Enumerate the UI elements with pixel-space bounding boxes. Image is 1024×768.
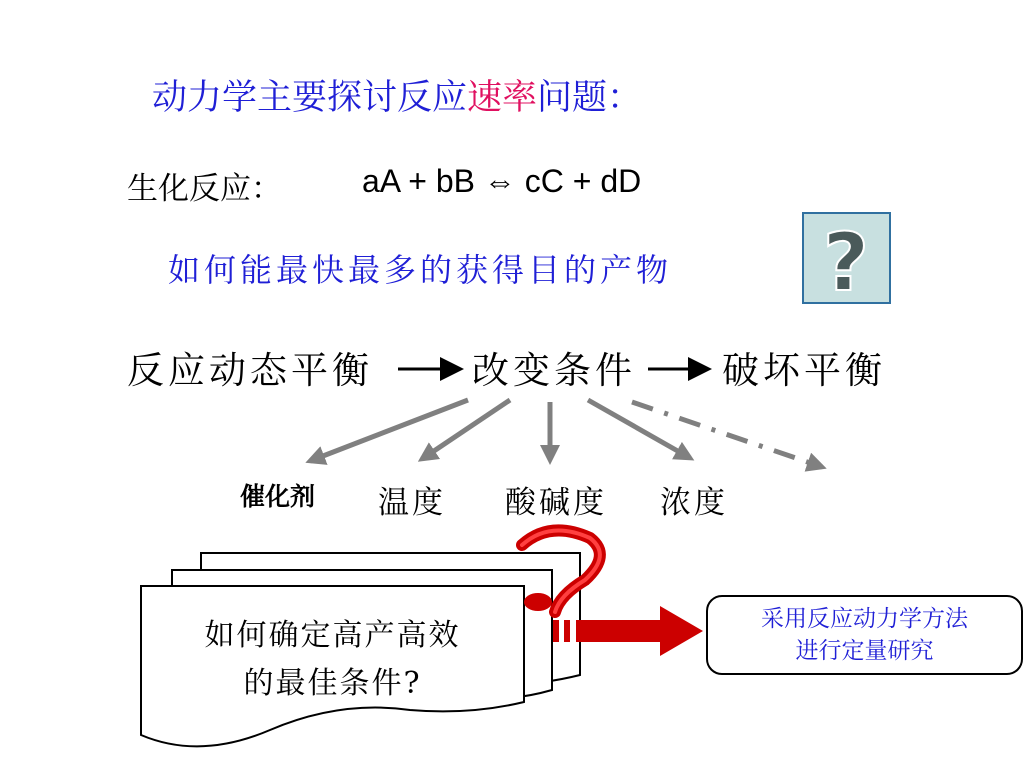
arrow-dashed-other [632,402,822,467]
arrow-to-temperature [422,400,510,459]
arrow-to-concentration [588,400,690,458]
question-mark-icon: ? [822,216,870,309]
document-line-1: 如何确定高产高效 [204,618,461,653]
factor-temperature: 温度 [378,485,446,521]
reaction-equation: aA + bB ⇔ cC + dD [362,163,642,199]
document-line-2: 的最佳条件? [243,666,422,701]
title-prefix: 动力学主要探讨反应 [152,78,468,118]
method-line-2: 进行定量研究 [795,638,934,664]
method-line-1: 采用反应动力学方法 [761,606,968,632]
factor-ph: 酸碱度 [505,485,607,521]
factor-catalyst: 催化剂 [240,482,316,511]
question-box [803,213,890,309]
question-text: 如何能最快最多的获得目的产物 [168,251,673,289]
arrow-to-catalyst [310,400,468,461]
factor-concentration: 浓度 [660,485,728,521]
page-title [152,70,642,120]
method-box [706,595,1023,675]
title-highlight: 速率 [467,78,538,118]
flow-step-equilibrium: 反应动态平衡 [127,349,373,392]
document-text [140,612,525,708]
flow-step-break-equilibrium: 破坏平衡 [722,349,886,392]
title-suffix: 问题： [537,78,643,118]
reaction-label: 生化反应： [127,171,282,207]
flow-step-change-conditions: 改变条件 [472,349,636,392]
